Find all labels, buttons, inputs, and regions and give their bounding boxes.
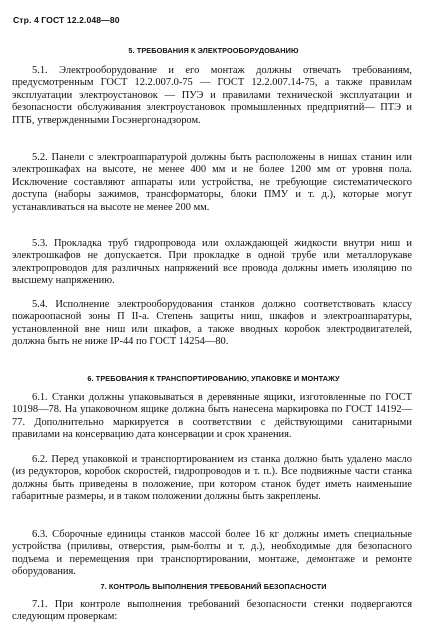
paragraph-5-3: 5.3. Прокладка труб гидропровода или охлаждающей жидкости внутри ниш и электрошкафов не допускается. При прокладке в одной трубе или металлорукаве электропроводов для различных напряжений все провода должны иметь изоляцию по высшему напряжению. [12,238,412,287]
section-title-5: 5. ТРЕБОВАНИЯ К ЭЛЕКТРООБОРУДОВАНИЮ [128,46,299,55]
paragraph-7-1: 7.1. При контроле выполнения требований безопасности стенки подвергаются следующим проверкам: [12,599,412,623]
paragraph-6-2: 6.2. Перед упаковкой и транспортированием из станка должно быть удалено масло (из редукторов, коробок скоростей, гидропроводов и т. п.). Все подвижные части станка должны быть приведены в положение, при котором станок будет иметь наименьшие габаритные размеры, и в таком положении должны быть закреплены. [12,454,412,503]
paragraph-6-1: 6.1. Станки должны упаковываться в деревянные ящики, изготовленные по ГОСТ 10198—78. На упаковочном ящике должна быть нанесена маркировка по ГОСТ 14192—77. Дополнительно маркируется в соответствии с действующими санитарными правилами на консервацию дата консервации и срок хранения. [12,392,412,441]
section-title-7: 7. КОНТРОЛЬ ВЫПОЛНЕНИЯ ТРЕБОВАНИЙ БЕЗОПАСНОСТИ [100,582,327,591]
paragraph-5-2: 5.2. Панели с электроаппаратурой должны быть расположены в нишах станин или электрошкафах на высоте, не менее 400 мм и не более 1200 мм от уровня пола. Исключение составляют аппараты или устройства, не требующие систематического доступа (наборы зажимов, трансформаторы, блоки ПМУ и т. д.), которые могут устанавливаться на высоте не менее 200 мм. [12,152,412,213]
paragraph-6-3: 6.3. Сборочные единицы станков массой более 16 кг должны иметь специальные устройства (приливы, отверстия, рым-болты и т. д.), необходимые для безопасного подъема и перемещения при транспортировании, монтаже, демонтаже и ремонте оборудования. [12,529,412,578]
section-title-6: 6. ТРЕБОВАНИЯ К ТРАНСПОРТИРОВАНИЮ, УПАКОВКЕ И МОНТАЖУ [87,374,340,383]
page-header: Стр. 4 ГОСТ 12.2.048—80 [13,15,120,25]
paragraph-5-1: 5.1. Электрооборудование и его монтаж должны отвечать требованиям, предусмотренным ГОСТ 12.2.007.0-75 — ГОСТ 12.2.007.14-75, а также правилам эксплуатации электроустановок — ПУЭ и правилами технической эксплуатации и безопасности обслуживания электроустановок промышленных предприятий— ПТЭ и ПТБ, утвержденными Госэнергонадзором. [12,65,412,126]
paragraph-5-4: 5.4. Исполнение электрооборудования станков должно соответствовать классу пожароопасной зоны П II-а. Степень защиты ниш, шкафов и электроаппаратуры, установленной вне ниш или шкафов, а также вводных коробок электродвигателей, должна быть не ниже IP-44 по ГОСТ 14254—80. [12,299,412,348]
